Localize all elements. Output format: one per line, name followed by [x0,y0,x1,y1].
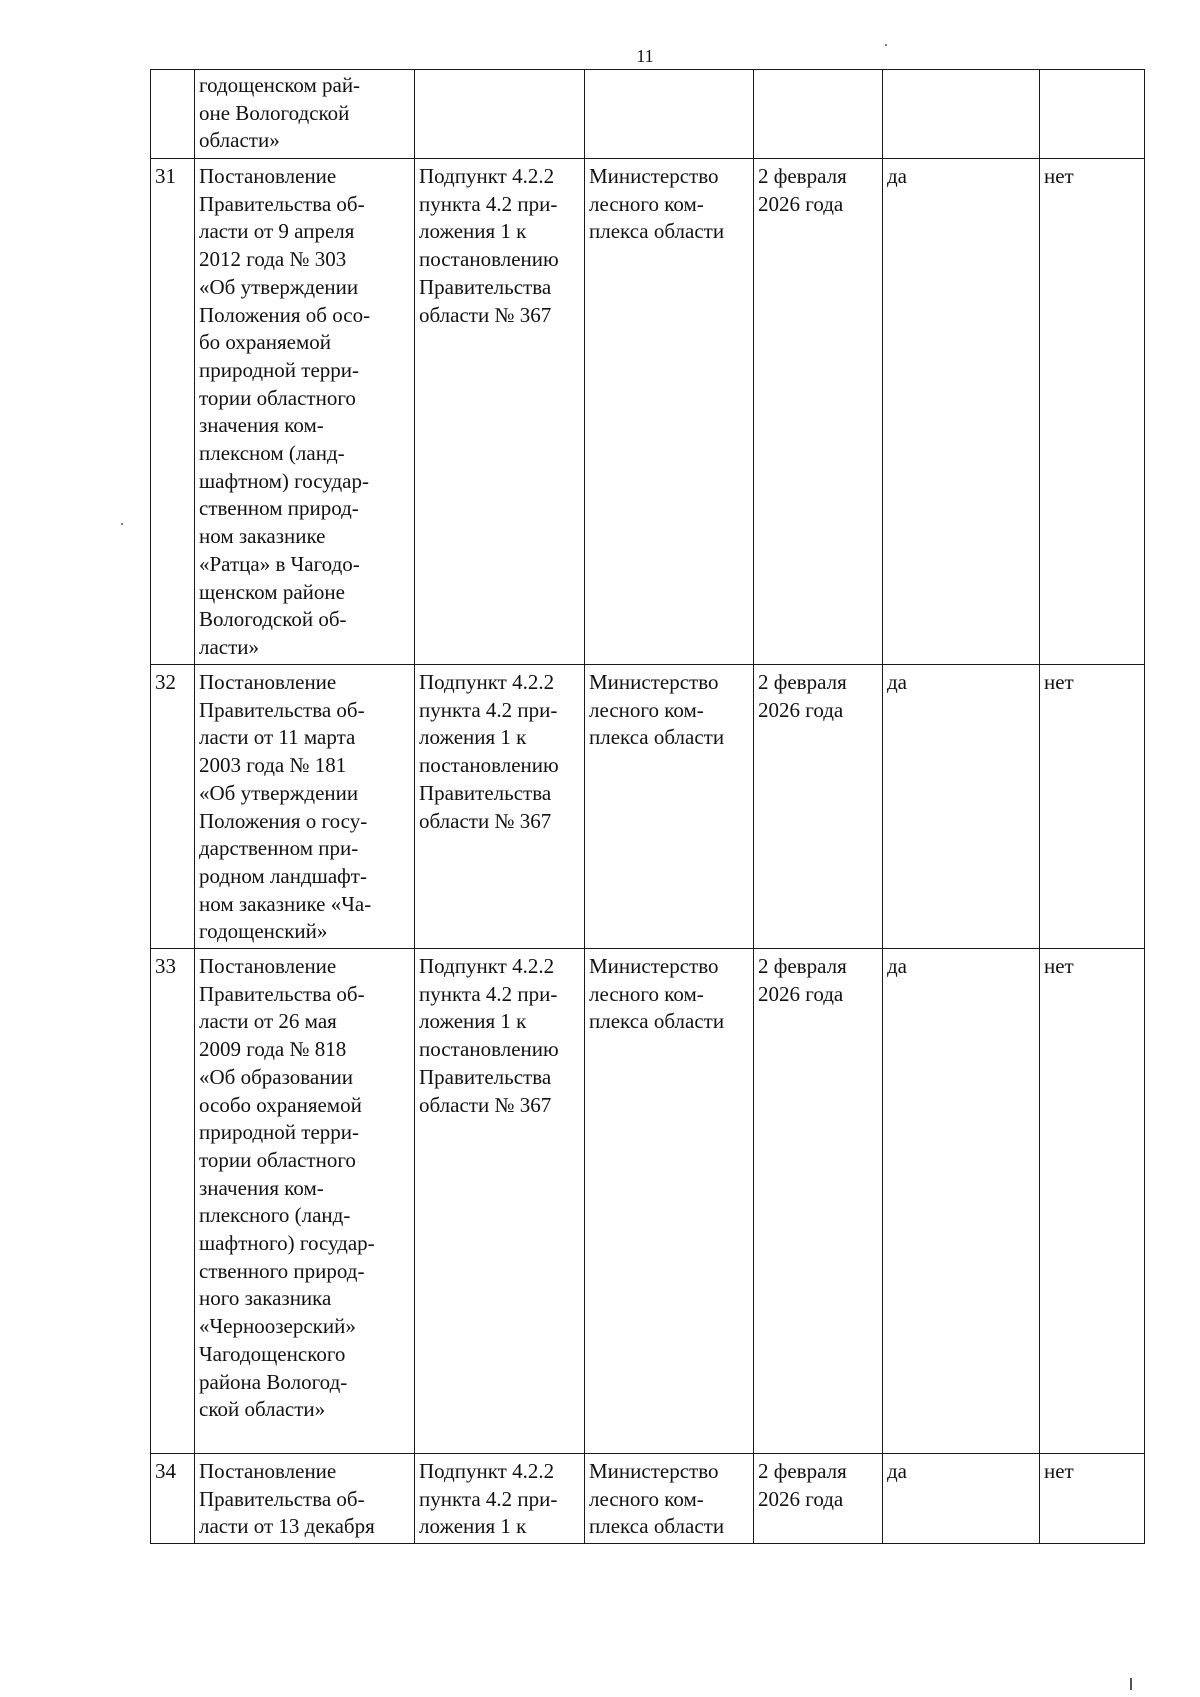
flag-a-cell: да [883,665,1040,949]
table-row [151,159,1145,665]
authority-cell: Министерство лесного ком- плекса области [585,1454,754,1544]
basis-cell: Подпункт 4.2.2 пункта 4.2 при- ложения 1 к постановлению Правительства области № 367 [415,159,585,665]
scan-speck [121,523,123,525]
row-number-cell: 31 [151,159,195,665]
registry-table [150,69,1145,1544]
flag-b-cell: нет [1040,949,1145,1454]
basis-cell: Подпункт 4.2.2 пункта 4.2 при- ложения 1 к [415,1454,585,1544]
flag-b-cell: нет [1040,665,1145,949]
date-cell: 2 февраля 2026 года [754,1454,883,1544]
authority-cell: Министерство лесного ком- плекса области [585,159,754,665]
table-row [151,665,1145,949]
document-cell: Постановление Правительства об- ласти от 9 апреля 2012 года № 303 «Об утверждении Положения об осо- бо охраняемой природной терри- тории областного значения ком- плексном (ланд- шафтном) государ- ственном природ- ном заказнике «Ратца» в Чагодо- щенском районе Вологодской об- ласти» [195,159,415,665]
date-cell: 2 февраля 2026 года [754,665,883,949]
authority-cell: Министерство лесного ком- плекса области [585,665,754,949]
authority-cell [585,70,754,159]
flag-a-cell: да [883,159,1040,665]
flag-a-cell: да [883,949,1040,1454]
basis-cell: Подпункт 4.2.2 пункта 4.2 при- ложения 1 к постановлению Правительства области № 367 [415,665,585,949]
date-cell [754,70,883,159]
table-row [151,1454,1145,1544]
basis-cell [415,70,585,159]
authority-cell: Министерство лесного ком- плекса области [585,949,754,1454]
basis-cell: Подпункт 4.2.2 пункта 4.2 при- ложения 1 к постановлению Правительства области № 367 [415,949,585,1454]
date-cell: 2 февраля 2026 года [754,159,883,665]
scan-speck [1130,1678,1132,1690]
row-number-cell: 34 [151,1454,195,1544]
flag-b-cell [1040,70,1145,159]
scan-speck [885,44,887,46]
flag-a-cell [883,70,1040,159]
row-number-cell: 33 [151,949,195,1454]
document-cell: Постановление Правительства об- ласти от 11 марта 2003 года № 181 «Об утверждении Положения о госу- дарственном при- родном ландшафт- ном заказнике «Ча- годощенский» [195,665,415,949]
table-row [151,70,1145,159]
document-cell: Постановление Правительства об- ласти от 13 декабря [195,1454,415,1544]
flag-b-cell: нет [1040,1454,1145,1544]
table-row [151,949,1145,1454]
date-cell: 2 февраля 2026 года [754,949,883,1454]
row-number-cell: 32 [151,665,195,949]
document-cell: годощенском рай- оне Вологодской области» [195,70,415,159]
row-number-cell [151,70,195,159]
flag-a-cell: да [883,1454,1040,1544]
document-cell: Постановление Правительства об- ласти от 26 мая 2009 года № 818 «Об образовании особо охраняемой природной терри- тории областного значения ком- плексного (ланд- шафтного) государ- ственного природ- ного заказника «Черноозерский» Чагодощенского района Вологод- ской области» [195,949,415,1454]
flag-b-cell: нет [1040,159,1145,665]
page-number: 11 [636,46,654,66]
